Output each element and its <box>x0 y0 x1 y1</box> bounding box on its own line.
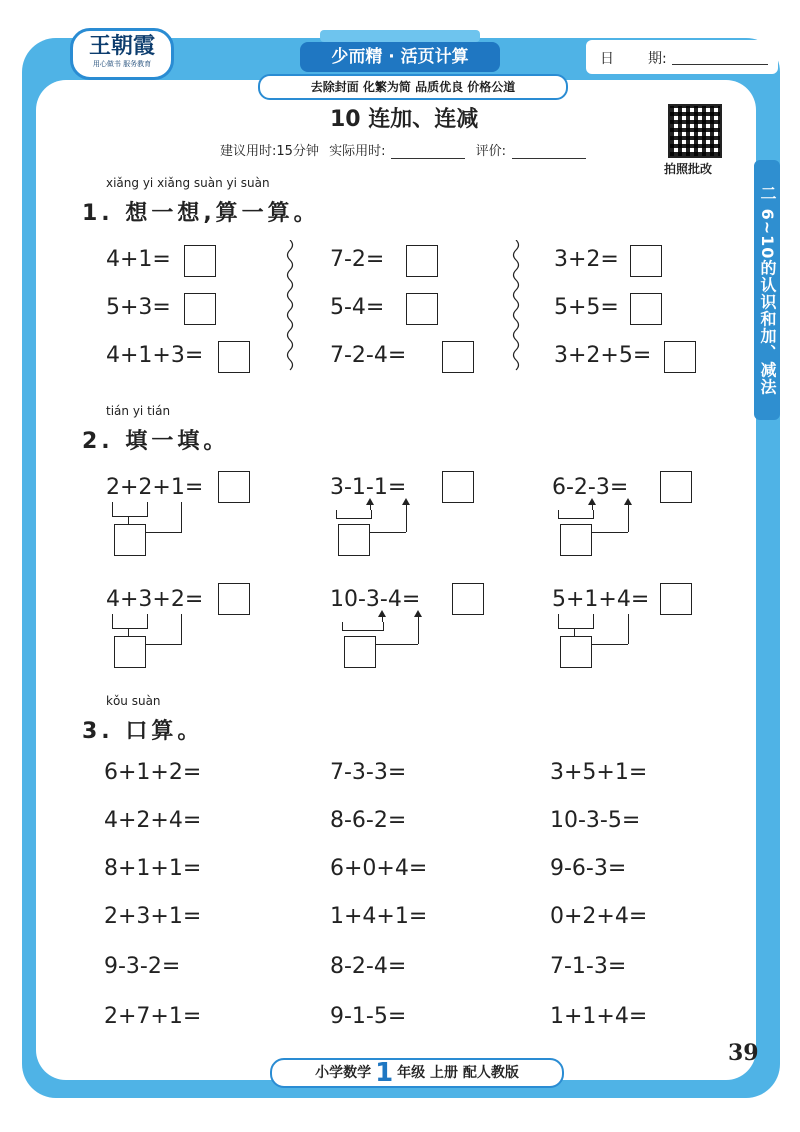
arrow-up-icon <box>366 498 374 505</box>
date-box <box>586 40 778 74</box>
section3-pinyin: kǒu suàn <box>106 694 161 708</box>
answer-box[interactable] <box>184 293 216 325</box>
time-row <box>220 140 592 159</box>
step-bracket <box>112 614 148 629</box>
brand-name: 王朝霞 <box>88 33 155 59</box>
connector-line <box>370 532 406 533</box>
mental-math-item: 8+1+1= <box>104 856 202 881</box>
s1-equation: 3+2+5= <box>554 343 652 368</box>
step-answer-box[interactable] <box>560 524 592 556</box>
mental-math-item: 9-1-5= <box>330 1004 407 1029</box>
answer-box[interactable] <box>442 471 474 503</box>
mental-math-item: 8-2-4= <box>330 954 407 979</box>
connector-line <box>181 614 182 644</box>
arrow-up-icon <box>624 498 632 505</box>
mental-math-item: 7-1-3= <box>550 954 627 979</box>
footer-grade-text: 年级 上册 配人教版 <box>397 1065 519 1081</box>
answer-box[interactable] <box>218 341 250 373</box>
date-label-period: 期: <box>648 51 667 67</box>
connector-line <box>376 644 418 645</box>
s2-equation: 3-1-1= <box>330 475 407 500</box>
s1-equation: 5+3= <box>106 295 171 320</box>
arrow-up-icon <box>402 498 410 505</box>
mental-math-item: 9-6-3= <box>550 856 627 881</box>
s1-equation: 7-2= <box>330 247 385 272</box>
connector-line <box>592 532 628 533</box>
answer-box[interactable] <box>218 471 250 503</box>
arrow-up-icon <box>588 498 596 505</box>
chapter-side-tab: 二 6~10的认识和加、减法 <box>754 160 780 420</box>
section2-pinyin: tián yi tián <box>106 404 171 418</box>
s1-equation: 4+1+3= <box>106 343 204 368</box>
arrow-up-icon <box>378 610 386 617</box>
step-bracket <box>558 510 594 519</box>
footer-subject: 小学数学 <box>315 1065 372 1081</box>
s2-equation: 2+2+1= <box>106 475 204 500</box>
step-bracket <box>112 502 148 517</box>
brand-logo <box>70 28 174 80</box>
series-banner: 少而精 · 活页计算 <box>300 42 500 72</box>
connector-line <box>181 502 182 532</box>
banner-decoration <box>320 30 480 42</box>
step-answer-box[interactable] <box>560 636 592 668</box>
answer-box[interactable] <box>218 583 250 615</box>
answer-box[interactable] <box>660 583 692 615</box>
connector-line <box>146 644 182 645</box>
actual-time-blank[interactable] <box>391 158 465 159</box>
slogan-bar: 去除封面 化繁为简 品质优良 价格公道 <box>258 74 568 100</box>
mental-math-item: 6+1+2= <box>104 760 202 785</box>
s2-equation: 10-3-4= <box>330 587 421 612</box>
s1-equation: 5+5= <box>554 295 619 320</box>
footer-book-info <box>270 1058 564 1088</box>
evaluation-blank[interactable] <box>512 158 586 159</box>
qr-label: 拍照批改 <box>664 162 713 176</box>
s2-equation: 5+1+4= <box>552 587 650 612</box>
connector-line <box>418 616 419 644</box>
brand-slogan: 用心做书 服务教育 <box>92 60 152 68</box>
connector-line <box>406 504 407 532</box>
date-label-day: 日 <box>600 51 614 67</box>
step-bracket <box>336 510 372 519</box>
section1-pinyin: xiǎng yi xiǎng suàn yi suàn <box>106 176 270 190</box>
answer-box[interactable] <box>452 583 484 615</box>
answer-box[interactable] <box>630 293 662 325</box>
connector-line <box>128 628 129 636</box>
mental-math-item: 1+4+1= <box>330 904 428 929</box>
connector-line <box>592 644 628 645</box>
s1-equation: 5-4= <box>330 295 385 320</box>
step-answer-box[interactable] <box>114 524 146 556</box>
mental-math-item: 2+3+1= <box>104 904 202 929</box>
s2-equation: 6-2-3= <box>552 475 629 500</box>
answer-box[interactable] <box>406 245 438 277</box>
suggested-time: 建议用时:15分钟 <box>220 144 319 159</box>
answer-box[interactable] <box>664 341 696 373</box>
mental-math-item: 9-3-2= <box>104 954 181 979</box>
step-answer-box[interactable] <box>338 524 370 556</box>
s1-equation: 4+1= <box>106 247 171 272</box>
answer-box[interactable] <box>630 245 662 277</box>
mental-math-item: 0+2+4= <box>550 904 648 929</box>
mental-math-item: 3+5+1= <box>550 760 648 785</box>
answer-box[interactable] <box>660 471 692 503</box>
mental-math-item: 7-3-3= <box>330 760 407 785</box>
connector-line <box>574 628 575 636</box>
mental-math-item: 6+0+4= <box>330 856 428 881</box>
answer-box[interactable] <box>442 341 474 373</box>
mental-math-item: 1+1+4= <box>550 1004 648 1029</box>
arrow-up-icon <box>414 610 422 617</box>
lesson-title: 10 连加、连减 <box>330 107 479 132</box>
connector-line <box>628 614 629 644</box>
answer-box[interactable] <box>406 293 438 325</box>
date-input-line[interactable] <box>672 64 768 65</box>
connector-line <box>128 516 129 524</box>
s1-equation: 3+2= <box>554 247 619 272</box>
s1-equation: 7-2-4= <box>330 343 407 368</box>
wavy-divider-icon <box>510 240 522 372</box>
mental-math-item: 8-6-2= <box>330 808 407 833</box>
section3-title: 3. 口算。 <box>82 719 204 744</box>
mental-math-item: 10-3-5= <box>550 808 641 833</box>
evaluation-label: 评价: <box>475 144 506 159</box>
s2-equation: 4+3+2= <box>106 587 204 612</box>
section2-title: 2. 填一填。 <box>82 429 230 454</box>
step-answer-box[interactable] <box>344 636 376 668</box>
section1-title: 1. 想一想,算一算。 <box>82 201 320 226</box>
qr-code-icon[interactable] <box>668 104 722 158</box>
step-bracket <box>558 614 594 629</box>
answer-box[interactable] <box>184 245 216 277</box>
connector-line <box>628 504 629 532</box>
step-bracket <box>342 622 384 631</box>
actual-time-label: 实际用时: <box>329 144 386 159</box>
step-answer-box[interactable] <box>114 636 146 668</box>
connector-line <box>146 532 182 533</box>
mental-math-item: 4+2+4= <box>104 808 202 833</box>
page-number: 39 <box>728 1040 759 1066</box>
footer-grade-number: 1 <box>375 1058 394 1088</box>
mental-math-item: 2+7+1= <box>104 1004 202 1029</box>
wavy-divider-icon <box>284 240 296 372</box>
